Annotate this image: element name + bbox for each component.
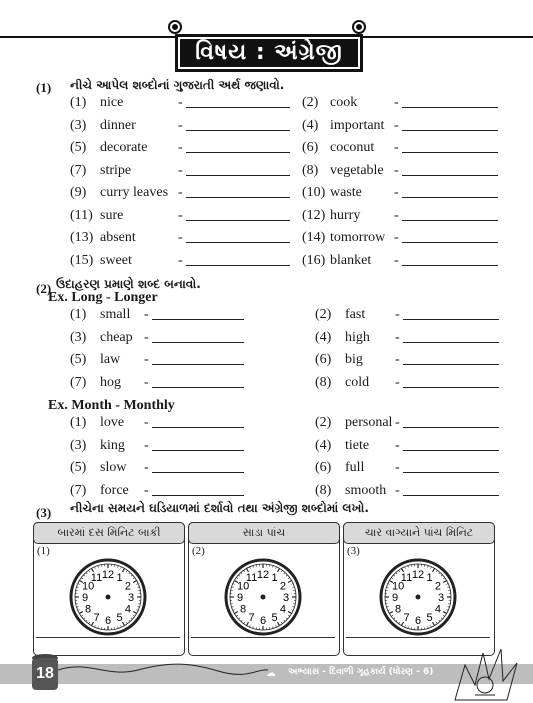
clock-box <box>33 522 185 656</box>
clock-numeral: 4 <box>279 603 286 616</box>
item-number: (3) <box>70 329 87 345</box>
clock-numeral: 4 <box>124 603 131 616</box>
item-number: (4) <box>315 329 332 345</box>
item-dash: - <box>144 329 149 345</box>
clock-numeral: 5 <box>426 611 433 624</box>
exercise-item <box>70 139 300 157</box>
answer-blank[interactable] <box>186 107 290 108</box>
clock-numeral: 6 <box>414 615 422 627</box>
clock-time-label: બારમાં દસ મિનિટ બાકી <box>33 522 185 544</box>
clock-number: (2) <box>192 545 205 557</box>
item-number: (13) <box>70 230 94 245</box>
item-number: (12) <box>302 207 326 223</box>
answer-blank[interactable] <box>403 364 499 365</box>
answer-blank[interactable] <box>402 130 498 131</box>
item-dash: - <box>144 374 149 390</box>
clock-numeral: 9 <box>81 592 89 604</box>
q2-example-1: Ex. Long - Longer <box>48 290 158 305</box>
item-word: full <box>345 460 365 475</box>
item-dash: - <box>178 95 183 110</box>
item-dash: - <box>394 252 399 268</box>
answer-field[interactable] <box>191 637 335 652</box>
item-word: law <box>100 352 121 367</box>
clock-numeral: 1 <box>116 572 123 585</box>
item-dash: - <box>178 230 183 245</box>
answer-blank[interactable] <box>152 387 244 388</box>
item-number: (5) <box>70 352 87 367</box>
item-word: big <box>345 352 363 367</box>
item-word: smooth <box>345 482 387 498</box>
item-dash: - <box>144 482 149 498</box>
item-dash: - <box>395 329 400 345</box>
item-number: (6) <box>315 352 332 367</box>
exercise-item <box>70 229 300 247</box>
answer-blank[interactable] <box>186 242 290 243</box>
exercise-item <box>70 374 260 392</box>
item-word: cold <box>345 374 370 390</box>
answer-blank[interactable] <box>152 319 244 320</box>
exercise-item <box>70 184 300 202</box>
analog-clock-face[interactable] <box>378 557 458 637</box>
answer-blank[interactable] <box>152 495 244 496</box>
cartoon-character-icon <box>445 645 525 703</box>
item-word: cook <box>330 95 358 110</box>
clock-wrapper <box>68 557 148 642</box>
item-word: decorate <box>100 140 148 155</box>
exercise-item <box>70 351 260 369</box>
clock-number: (3) <box>347 545 360 557</box>
item-dash: - <box>178 162 183 178</box>
item-word: force <box>100 482 129 498</box>
clock-numeral: 7 <box>248 611 255 624</box>
exercise-item <box>70 482 260 500</box>
exercise-item <box>302 207 532 225</box>
binder-hole-left <box>168 20 182 34</box>
answer-field[interactable] <box>36 637 180 652</box>
exercise-item <box>70 117 300 135</box>
answer-blank[interactable] <box>402 107 498 108</box>
q1-number: (1) <box>36 80 52 95</box>
binder-hole-right <box>352 20 366 34</box>
analog-clock-face[interactable] <box>68 557 148 637</box>
item-number: (1) <box>70 95 87 110</box>
clock-numeral: 10 <box>391 580 405 593</box>
page-number: 18 <box>32 658 58 690</box>
item-number: (8) <box>302 162 319 178</box>
item-word: personal <box>345 415 393 430</box>
answer-blank[interactable] <box>186 265 290 266</box>
item-dash: - <box>144 460 149 475</box>
item-number: (3) <box>70 117 87 133</box>
item-word: hog <box>100 374 121 390</box>
answer-blank[interactable] <box>152 472 244 473</box>
exercise-item <box>70 207 300 225</box>
item-word: tomorrow <box>330 230 386 245</box>
item-number: (8) <box>315 482 332 498</box>
answer-blank[interactable] <box>186 130 290 131</box>
item-word: absent <box>100 230 136 245</box>
answer-blank[interactable] <box>403 495 499 496</box>
item-dash: - <box>394 207 399 223</box>
item-word: stripe <box>100 162 132 178</box>
clock-numeral: 2 <box>434 580 441 593</box>
item-dash: - <box>144 307 149 322</box>
q2-example-2: Ex. Month - Monthly <box>48 398 175 413</box>
exercise-item <box>315 437 525 455</box>
clock-numeral: 1 <box>271 572 278 585</box>
item-word: tiete <box>345 437 370 453</box>
q3-instruction: નીચેના સમયને ઘડિયાળમાં દર્શાવો તથા અંગ્રેજી શબ્દોમાં લખો. <box>70 501 369 515</box>
exercise-item <box>315 374 525 392</box>
item-word: fast <box>345 307 366 322</box>
clock-time-label: સાડા પાંચ <box>188 522 340 544</box>
item-dash: - <box>395 307 400 322</box>
item-dash: - <box>395 415 400 430</box>
clock-numeral: 6 <box>259 615 267 627</box>
item-number: (3) <box>70 437 87 453</box>
item-number: (7) <box>70 374 87 390</box>
exercise-item <box>315 329 525 347</box>
exercise-item <box>302 162 532 180</box>
answer-blank[interactable] <box>403 472 499 473</box>
clock-numeral: 6 <box>104 615 112 627</box>
item-number: (14) <box>302 230 326 245</box>
exercise-item <box>302 94 532 112</box>
answer-blank[interactable] <box>186 197 290 198</box>
clock-numeral: 3 <box>282 592 290 604</box>
item-word: nice <box>100 95 124 110</box>
exercise-item <box>302 139 532 157</box>
clock-numeral: 7 <box>93 611 100 624</box>
answer-blank[interactable] <box>402 242 498 243</box>
answer-blank[interactable] <box>152 427 244 428</box>
exercise-item <box>70 459 260 477</box>
clock-numeral: 10 <box>81 580 95 593</box>
item-word: dinner <box>100 117 136 133</box>
q3-number: (3) <box>36 505 52 520</box>
clock-numeral: 8 <box>395 603 402 616</box>
item-number: (4) <box>315 437 332 453</box>
item-number: (8) <box>315 374 332 390</box>
clock-numeral: 5 <box>271 611 278 624</box>
item-word: cheap <box>100 329 133 345</box>
item-dash: - <box>394 185 399 200</box>
item-word: coconut <box>330 140 375 155</box>
item-word: small <box>100 307 131 322</box>
exercise-item <box>70 329 260 347</box>
item-dash: - <box>178 117 183 133</box>
item-number: (5) <box>70 460 87 475</box>
clock-numeral: 9 <box>236 592 244 604</box>
item-number: (2) <box>315 415 332 430</box>
answer-blank[interactable] <box>186 175 290 176</box>
item-word: love <box>100 415 125 430</box>
item-word: hurry <box>330 207 361 223</box>
answer-blank[interactable] <box>403 450 499 451</box>
q1-instruction: નીચે આપેલ શબ્દોનાં ગુજરાતી અર્થ જણાવો. <box>70 78 285 92</box>
clock-time-label: ચાર વાગ્યાને પાંચ મિનિટ <box>343 522 495 544</box>
exercise-item <box>315 482 525 500</box>
item-number: (15) <box>70 252 94 268</box>
answer-blank[interactable] <box>402 265 498 266</box>
answer-blank[interactable] <box>152 364 244 365</box>
analog-clock-face[interactable] <box>223 557 303 637</box>
answer-blank[interactable] <box>402 220 498 221</box>
item-word: high <box>345 329 370 345</box>
answer-blank[interactable] <box>186 220 290 221</box>
footer-text: અભ્યાસ - દિવાળી ગૃહકાર્ય (ધોરણ - 6) <box>288 667 434 677</box>
answer-blank[interactable] <box>403 427 499 428</box>
answer-blank[interactable] <box>402 175 498 176</box>
item-number: (11) <box>70 207 93 223</box>
item-word: important <box>330 117 385 133</box>
answer-blank[interactable] <box>186 152 290 153</box>
item-number: (6) <box>302 140 319 155</box>
item-number: (1) <box>70 415 87 430</box>
clock-numeral: 7 <box>403 611 410 624</box>
q2-number: (2) <box>36 281 52 296</box>
answer-blank[interactable] <box>152 342 244 343</box>
item-dash: - <box>395 460 400 475</box>
item-dash: - <box>394 162 399 178</box>
exercise-item <box>315 459 525 477</box>
exercise-item <box>315 351 525 369</box>
exercise-item <box>70 437 260 455</box>
answer-blank[interactable] <box>403 342 499 343</box>
exercise-item <box>302 117 532 135</box>
item-word: slow <box>100 460 127 475</box>
item-number: (7) <box>70 482 87 498</box>
clock-numeral: 1 <box>426 572 433 585</box>
clock-numeral: 3 <box>127 592 135 604</box>
clock-numeral: 11 <box>90 572 103 585</box>
q2-instruction: ઉદાહરણ પ્રમાણે શબ્દ બનાવો. <box>56 277 201 291</box>
item-number: (5) <box>70 140 87 155</box>
item-number: (6) <box>315 460 332 475</box>
item-number: (4) <box>302 117 319 133</box>
item-dash: - <box>395 482 400 498</box>
item-dash: - <box>144 352 149 367</box>
item-dash: - <box>395 352 400 367</box>
item-dash: - <box>144 415 149 430</box>
answer-blank[interactable] <box>402 197 498 198</box>
item-dash: - <box>395 374 400 390</box>
item-number: (7) <box>70 162 87 178</box>
item-dash: - <box>178 140 183 155</box>
item-dash: - <box>178 185 183 200</box>
exercise-item <box>315 306 525 324</box>
item-word: king <box>100 437 125 453</box>
item-word: blanket <box>330 252 372 268</box>
item-dash: - <box>395 437 400 453</box>
exercise-item <box>70 162 300 180</box>
item-number: (2) <box>302 95 319 110</box>
clock-numeral: 8 <box>240 603 247 616</box>
clock-box <box>188 522 340 656</box>
item-word: sweet <box>100 252 132 268</box>
clock-numeral: 11 <box>245 572 258 585</box>
clock-numeral: 11 <box>400 572 413 585</box>
clock-numeral: 3 <box>437 592 445 604</box>
item-word: sure <box>100 207 124 223</box>
clock-wrapper <box>223 557 303 642</box>
exercise-item <box>302 229 532 247</box>
item-word: vegetable <box>330 162 384 178</box>
clock-numeral: 5 <box>116 611 123 624</box>
clock-numeral: 2 <box>124 580 131 593</box>
item-dash: - <box>394 230 399 245</box>
item-number: (9) <box>70 185 87 200</box>
exercise-item <box>70 252 300 270</box>
item-number: (2) <box>315 307 332 322</box>
item-number: (1) <box>70 307 87 322</box>
exercise-item <box>70 306 260 324</box>
page-title: વિષય : અંગ્રેજી <box>175 34 363 72</box>
clock-box <box>343 522 495 656</box>
exercise-item <box>70 94 300 112</box>
clock-numeral: 2 <box>279 580 286 593</box>
item-dash: - <box>178 207 183 223</box>
exercise-item <box>70 414 260 432</box>
exercise-item <box>302 184 532 202</box>
clock-numeral: 12 <box>256 569 270 581</box>
clock-numeral: 12 <box>101 569 115 581</box>
item-number: (16) <box>302 252 326 268</box>
answer-blank[interactable] <box>403 319 499 320</box>
exercise-item <box>315 414 525 432</box>
item-word: waste <box>330 185 362 200</box>
item-dash: - <box>394 140 399 155</box>
wire-decoration <box>58 662 268 678</box>
answer-blank[interactable] <box>403 387 499 388</box>
cloud-icon: ☁ <box>266 668 276 679</box>
clock-numeral: 4 <box>434 603 441 616</box>
item-dash: - <box>144 437 149 453</box>
item-number: (10) <box>302 185 326 200</box>
clock-number: (1) <box>37 545 50 557</box>
item-dash: - <box>394 95 399 110</box>
item-dash: - <box>178 252 183 268</box>
clock-numeral: 9 <box>391 592 399 604</box>
clock-wrapper <box>378 557 458 642</box>
clock-numeral: 10 <box>236 580 250 593</box>
answer-blank[interactable] <box>152 450 244 451</box>
exercise-item <box>302 252 532 270</box>
clock-numeral: 8 <box>85 603 92 616</box>
clock-numeral: 12 <box>411 569 425 581</box>
answer-blank[interactable] <box>402 152 498 153</box>
item-dash: - <box>394 117 399 133</box>
item-word: curry leaves <box>100 185 169 200</box>
